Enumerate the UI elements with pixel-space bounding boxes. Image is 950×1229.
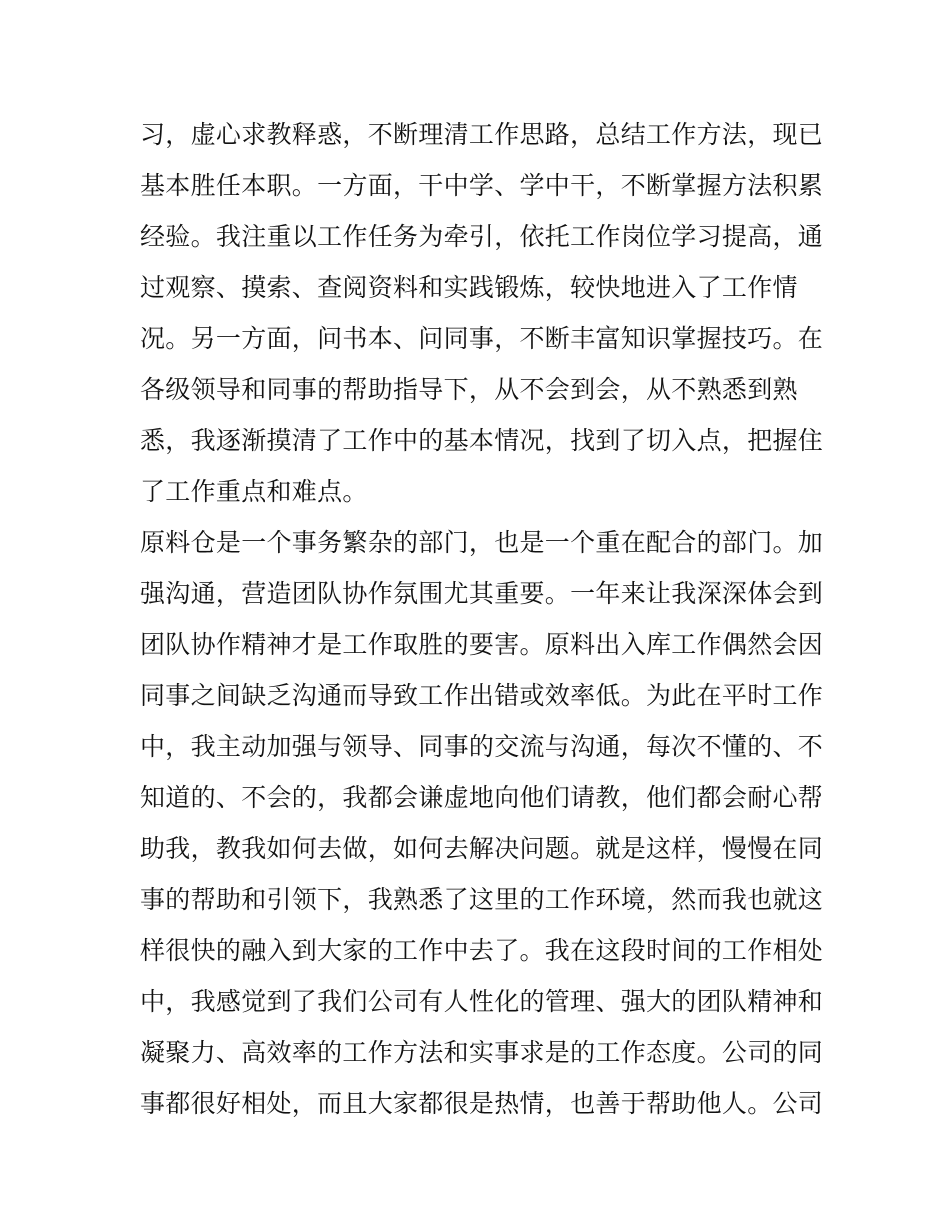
text-line: 各级领导和同事的帮助指导下，从不会到会，从不熟悉到熟 [140, 375, 798, 404]
text-line: 强沟通，营造团队协作氛围尤其重要。一年来让我深深体会到 [140, 579, 824, 608]
text-line: 团队协作精神才是工作取胜的要害。原料出入库工作偶然会因 [140, 630, 824, 659]
text-line: 中，我感觉到了我们公司有人性化的管理、强大的团队精神和 [140, 987, 824, 1016]
text-line: 经验。我注重以工作任务为牵引，依托工作岗位学习提高，通 [140, 222, 824, 251]
text-line: 事都很好相处，而且大家都很是热情，也善于帮助他人。公司 [140, 1089, 824, 1118]
text-line: 况。另一方面，问书本、问同事，不断丰富知识掌握技巧。在 [140, 324, 824, 353]
text-line: 知道的、不会的，我都会谦虚地向他们请教，他们都会耐心帮 [140, 783, 824, 812]
text-line: 过观察、摸索、查阅资料和实践锻炼，较快地进入了工作情 [140, 273, 798, 302]
text-line: 事的帮助和引领下，我熟悉了这里的工作环境，然而我也就这 [140, 885, 824, 914]
text-line: 中，我主动加强与领导、同事的交流与沟通，每次不懂的、不 [140, 732, 824, 761]
text-line: 习，虚心求教释惑，不断理清工作思路，总结工作方法，现已 [140, 120, 824, 149]
text-line: 基本胜任本职。一方面，干中学、学中干，不断掌握方法积累 [140, 171, 824, 200]
text-line: 了工作重点和难点。 [140, 477, 368, 506]
text-line: 原料仓是一个事务繁杂的部门，也是一个重在配合的部门。加 [140, 528, 824, 557]
text-line: 同事之间缺乏沟通而导致工作出错或效率低。为此在平时工作 [140, 681, 824, 710]
text-line: 助我，教我如何去做，如何去解决问题。就是这样，慢慢在同 [140, 834, 824, 863]
text-line: 样很快的融入到大家的工作中去了。我在这段时间的工作相处 [140, 936, 824, 965]
text-line: 凝聚力、高效率的工作方法和实事求是的工作态度。公司的同 [140, 1038, 824, 1067]
body-text [140, 109, 824, 1129]
text-line: 悉，我逐渐摸清了工作中的基本情况，找到了切入点，把握住 [140, 426, 824, 455]
